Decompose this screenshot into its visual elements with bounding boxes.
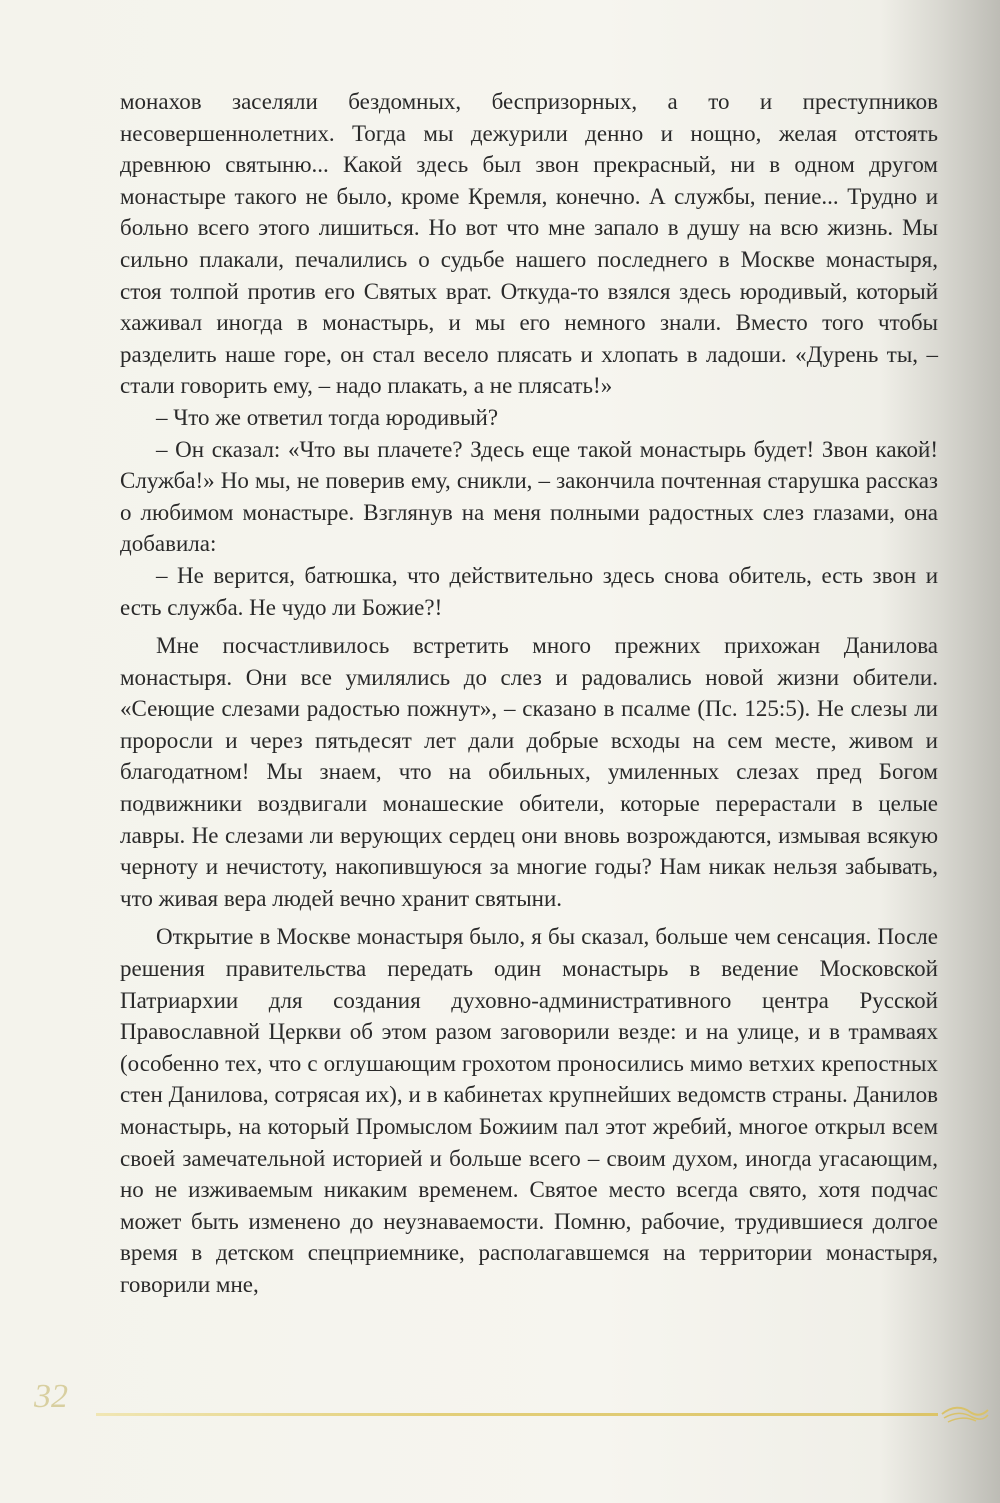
paragraph-3: – Он сказал: «Что вы плачете? Здесь еще такой монастырь будет! Звон какой! Служба!» Но мы, не поверив ему, сникли, – закончила почтенная старушка рассказ о любимом монастыре. Взглянув на меня полными радостных слез глазами, она добавила: [120,436,938,557]
body-text [120,86,938,1301]
paragraph-4: – Не верится, батюшка, что действительно здесь снова обитель, есть звон и есть служба. Не чудо ли Божие?! [120,562,938,620]
page-number: 32 [34,1378,68,1415]
ornament-swirl-icon [940,1400,990,1428]
paragraph-1: монахов заселяли бездомных, беспризорных, а то и преступников несовершеннолетних. Тогда мы дежурили денно и нощно, желая отстоять древнюю святыню... Какой здесь был звон прекрасный, ни в одном другом монастыре такого не было, кроме Кремля, конечно. А службы, пение... Трудно и больно всего этого лишиться. Но вот что мне запало в душу на всю жизнь. Мы сильно плакали, печалились о судьбе нашего последнего в Москве монастыря, стоя толпой против его Святых врат. Откуда-то взялся здесь юродивый, который хаживал иногда в монастырь, и мы его немного знали. Вместо того чтобы разделить наше горе, он стал весело плясать и хлопать в ладоши. «Дурень ты, – стали говорить ему, – надо плакать, а не плясать!» [120,89,938,399]
paragraph-2: – Что же ответил тогда юродивый? [156,404,499,430]
paragraph-6: Открытие в Москве монастыря было, я бы сказал, больше чем сенсация. После решения правительства передать один монастырь в ведение Московской Патриархии для создания духовно-административного центра Русской Православной Церкви об этом разом заговорили везде: и на улице, и в трамваях (особенно тех, что с оглушающим грохотом проносились мимо ветхих крепостных стен Данилова, сотрясая их), и в кабинетах крупнейших ведомств страны. Данилов монастырь, на который Промыслом Божиим пал этот жребий, многое открыл всем своей замечательной историей и больше всего – своим духом, иногда угасающим, но не изживаемым никаким временем. Святое место всегда свято, хотя подчас может быть изменено до неузнаваемости. Помню, рабочие, трудившиеся долгое время в детском спецприемнике, располагавшемся на территории монастыря, говорили мне, [120,924,938,1297]
footer-rule [96,1413,938,1416]
paragraph-5: Мне посчастливилось встретить много прежних прихожан Данилова монастыря. Они все умилялись до слез и радовались новой жизни обители. «Сеющие слезами радостью пожнут», – сказано в псалме (Пс. 125:5). Не слезы ли проросли и через пятьдесят лет дали добрые всходы на сем месте, живом и благодатном! Мы знаем, что на обильных, умиленных слезах пред Богом подвижники воздвигали монашеские обители, которые перерастали в целые лавры. Не слезами ли верующих сердец они вновь возрождаются, измывая всякую черноту и нечистоту, накопившуюся за многие годы? Нам никак нельзя забывать, что живая вера людей вечно хранит святыни. [120,633,938,911]
